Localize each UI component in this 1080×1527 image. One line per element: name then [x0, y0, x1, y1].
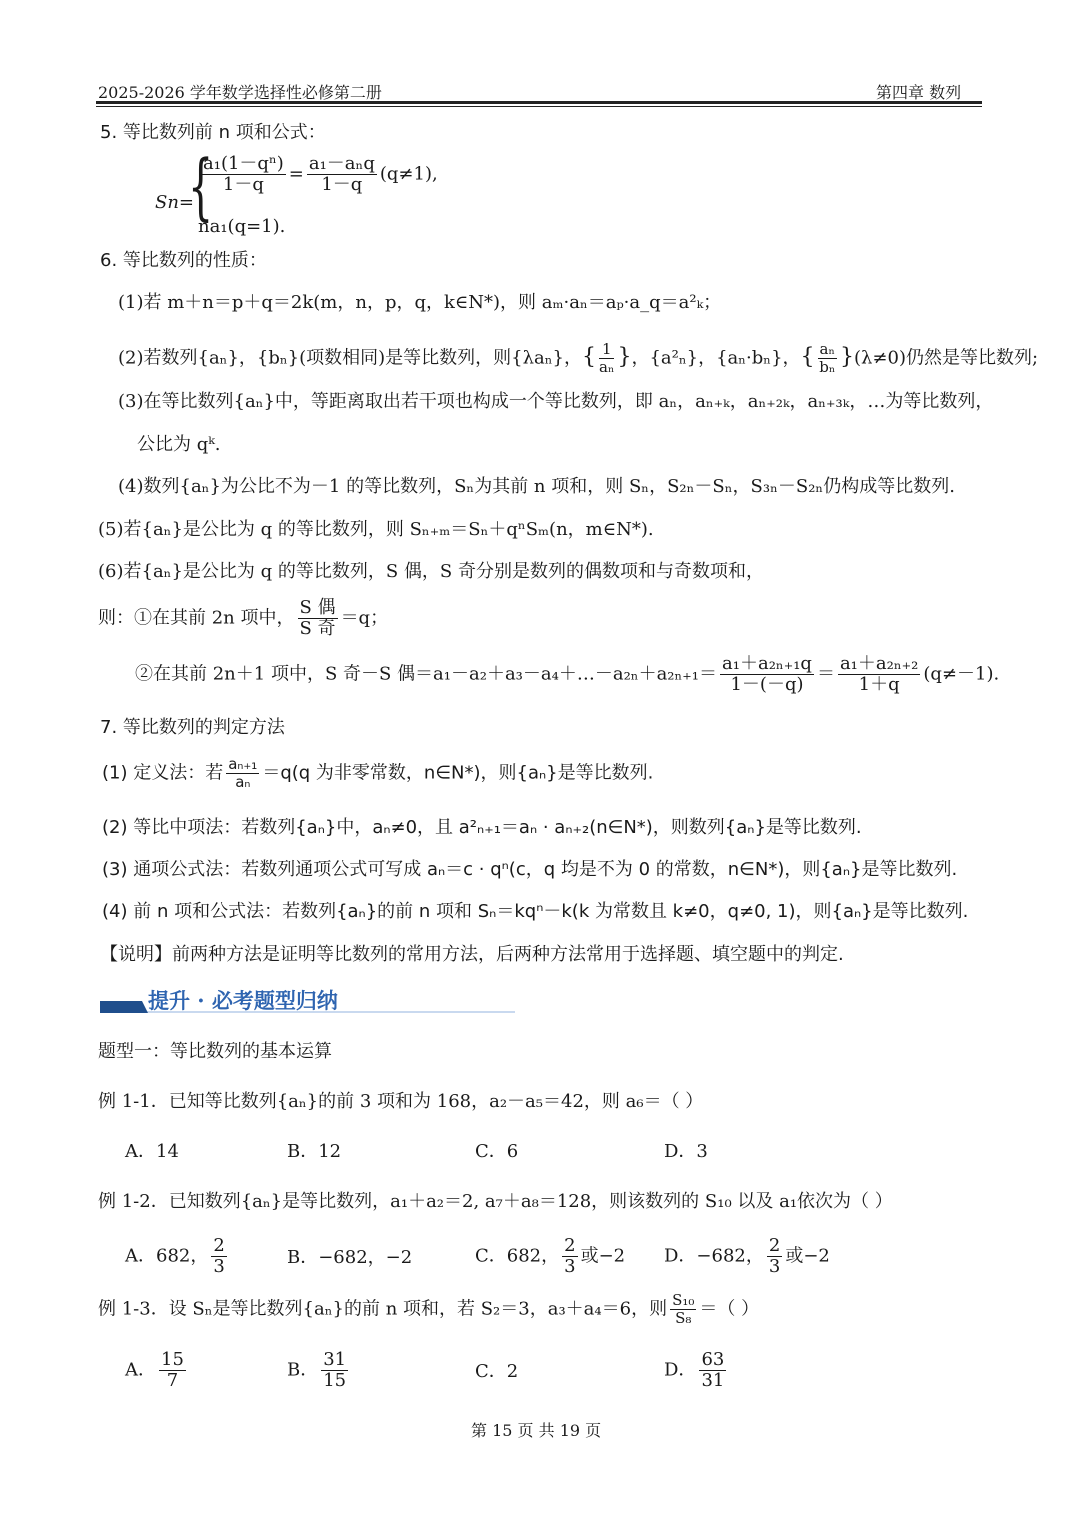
s5-case1-num1: a₁(1－qⁿ)	[203, 153, 284, 174]
ex3-q-a: 例 1-3．设 Sₙ是等比数列{aₙ}的前 n 项和，若 S₂＝3，a₃＋a₄＝6，则	[98, 1298, 668, 1320]
s5-case1	[198, 154, 438, 195]
ex3-option-c: C．2	[475, 1361, 519, 1382]
s6-p2-a: (2)若数列{aₙ}，{bₙ}(项数相同)是等比数列，则{λaₙ}，	[118, 347, 583, 369]
s6-p5: (5)若{aₙ}是公比为 q 的等比数列，则 Sₙ₊ₘ＝Sₙ＋qⁿSₘ(n，m∈N*).	[98, 519, 654, 540]
header-rule-thin	[96, 106, 982, 107]
ex2-c-den: 3	[564, 1256, 576, 1277]
ex3-a-pre: A．	[125, 1359, 156, 1381]
ex3-d-den: 31	[701, 1370, 725, 1391]
s6-p6-1	[98, 598, 388, 639]
s7-m1den: aₙ	[235, 773, 251, 791]
ex3-q-num: S₁₀	[672, 1291, 695, 1309]
s6-p6-2	[135, 654, 999, 695]
ex3-b-den: 15	[323, 1370, 347, 1391]
banner-title: 提升 · 必考题型归纳	[148, 988, 338, 1013]
ex2-option-a	[125, 1236, 230, 1277]
ex2-c-post: 或−2	[580, 1245, 626, 1267]
ex2-option-b: B．−682，−2	[287, 1247, 413, 1268]
ex3-option-b	[287, 1350, 351, 1391]
ex2-a-den: 3	[213, 1256, 225, 1277]
s6-p2-bn: bₙ	[819, 358, 836, 376]
ex3-d-pre: D．	[664, 1359, 697, 1381]
ex1-option-a: A．14	[125, 1141, 179, 1162]
s6-p4: (4)数列{aₙ}为公比不为－1 的等比数列，Sₙ为其前 n 项和，则 Sₙ，S₂ₙ－Sₙ，S₃ₙ－S₂ₙ仍构成等比数列.	[118, 476, 955, 497]
ex3-option-d	[664, 1350, 729, 1391]
s6-p6-1b: ＝q；	[340, 607, 389, 629]
s6-p2: (2)若数列{aₙ}，{bₙ}(项数相同)是等比数列，则{λaₙ}，{ $\frac{1}{\text{aₙ}}$ }，{a²ₙ}，{aₙ·bₙ}，{ $\frac{\text{aₙ}}{\text{bₙ}}$ }(λ≠0)仍然是等比数列;	[118, 340, 1039, 376]
s5-case1-den2: 1－q	[321, 174, 363, 195]
s6-p6-1num: S 偶	[299, 597, 336, 618]
s7-m4: (4) 前 n 项和公式法：若数列{aₙ}的前 n 项和 Sₙ＝kqⁿ－k(k 为常数且 k≠0，q≠0, 1)，则{aₙ}是等比数列.	[102, 901, 969, 922]
s7-m1num: aₙ₊₁	[228, 755, 258, 773]
s7-m1	[102, 756, 653, 791]
ex2-d-pre: D．−682，	[664, 1245, 764, 1267]
s6-p6-2eq: ＝	[816, 663, 835, 685]
s6-p6-2num1: a₁＋a₂ₙ₊₁q	[722, 653, 812, 674]
ex2-option-d	[664, 1236, 830, 1277]
header-left: 2025-2026 学年数学选择性必修第二册	[98, 83, 382, 102]
s7-m1b: ＝q(q 为非零常数，n∈N*)，则{aₙ}是等比数列.	[262, 762, 654, 784]
ex1-question: 例 1-1．已知等比数列{aₙ}的前 3 项和为 168，a₂－a₅＝42，则 a₆＝（ ）	[98, 1091, 704, 1112]
ex2-c-pre: C．682，	[475, 1245, 560, 1267]
s6-p6-2den2: 1＋q	[858, 674, 900, 695]
s6-p6-2num2: a₁＋a₂ₙ₊₂	[839, 653, 919, 674]
s6-p6-2a: ②在其前 2n＋1 项中，S 奇－S 偶＝a₁－a₂＋a₃－a₄＋…－a₂ₙ＋a₂ₙ₊₁＝	[135, 663, 718, 685]
ex3-d-num: 63	[701, 1349, 725, 1370]
s5-brace: {	[188, 144, 214, 228]
type1-title: 题型一：等比数列的基本运算	[98, 1041, 332, 1062]
ex3-b-pre: B．	[287, 1359, 319, 1381]
s6-title: 6. 等比数列的性质：	[100, 250, 267, 271]
ex3-option-a	[125, 1350, 189, 1391]
s5-case2: na₁(q=1).	[198, 216, 286, 237]
s6-p2-c: (λ≠0)仍然是等比数列;	[853, 347, 1039, 369]
ex2-c-num: 2	[564, 1235, 576, 1256]
ex2-question: 例 1-2．已知数列{aₙ}是等比数列，a₁＋a₂＝2, a₇＋a₈＝128，则该数列的 S₁₀ 以及 a₁依次为（ ）	[98, 1191, 893, 1212]
ex3-q-den: S₈	[675, 1309, 692, 1327]
s5-case1-den1: 1－q	[222, 174, 264, 195]
s6-p2-an: aₙ	[599, 358, 615, 376]
ex3-b-num: 31	[323, 1349, 347, 1370]
s7-m2: (2) 等比中项法：若数列{aₙ}中，aₙ≠0，且 a²ₙ₊₁＝aₙ · aₙ₊₂(n∈N*)，则数列{aₙ}是等比数列.	[102, 817, 862, 838]
header-rule-thick	[96, 101, 982, 104]
ex3-a-num: 15	[161, 1349, 184, 1370]
s6-p6-1den: S 奇	[299, 618, 336, 639]
ex2-option-c	[475, 1236, 625, 1277]
s6-p2-b: ，{a²ₙ}，{aₙ·bₙ}，	[631, 347, 801, 369]
s5-sn: Sn=	[155, 192, 195, 213]
s7-m3: (3) 通项公式法：若数列通项公式可写成 aₙ＝c · qⁿ(c，q 均是不为 0 的常数，n∈N*)，则{aₙ}是等比数列.	[102, 859, 958, 880]
s6-p3: (3)在等比数列{aₙ}中，等距离取出若干项也构成一个等比数列，即 aₙ，aₙ₊ₖ，aₙ₊₂ₖ，aₙ₊₃ₖ，…为等比数列，	[118, 391, 994, 412]
s6-p6-1a: 则：①在其前 2n 项中，	[98, 607, 295, 629]
ex1-option-b: B．12	[287, 1141, 342, 1162]
s5-case1-cond: (q≠1),	[379, 163, 438, 185]
s6-p6: (6)若{aₙ}是公比为 q 的等比数列，S 偶，S 奇分别是数列的偶数项和与奇数项和，	[98, 561, 764, 582]
header-right: 第四章 数列	[876, 83, 962, 102]
ex2-a-num: 2	[213, 1235, 225, 1256]
ex2-d-post: 或−2	[785, 1245, 830, 1267]
s5-case1-num2: a₁－aₙq	[308, 153, 375, 174]
ex3-question	[98, 1292, 759, 1327]
ex2-d-den: 3	[768, 1256, 781, 1277]
s5-case1-eq: =	[288, 163, 304, 185]
ex1-option-d: D．3	[664, 1141, 708, 1162]
page-number: 第 15 页 共 19 页	[471, 1421, 602, 1440]
s6-p2-an2: aₙ	[819, 340, 835, 358]
s6-p2-one: 1	[599, 341, 614, 359]
s7-note: 【说明】前两种方法是证明等比数列的常用方法，后两种方法常用于选择题、填空题中的判定.	[100, 944, 844, 965]
ex3-q-b: ＝（ ）	[699, 1298, 760, 1320]
s7-title: 7. 等比数列的判定方法	[100, 717, 285, 738]
ex2-a-pre: A．682，	[125, 1245, 209, 1267]
ex1-option-c: C．6	[475, 1141, 519, 1162]
s6-p6-2b: (q≠－1).	[923, 663, 1000, 685]
s6-p6-2den1: 1－(－q)	[730, 674, 804, 695]
s6-p1: (1)若 m＋n＝p＋q＝2k(m，n，p，q，k∈N*)，则 aₘ·aₙ＝aₚ·a_q＝a²ₖ；	[118, 292, 722, 313]
s5-title: 5. 等比数列前 n 项和公式：	[100, 122, 326, 143]
ex2-d-num: 2	[768, 1235, 781, 1256]
s7-m1a: (1) 定义法：若	[102, 762, 224, 784]
s6-p3b: 公比为 qᵏ.	[137, 434, 221, 455]
ex3-a-den: 7	[166, 1370, 179, 1391]
